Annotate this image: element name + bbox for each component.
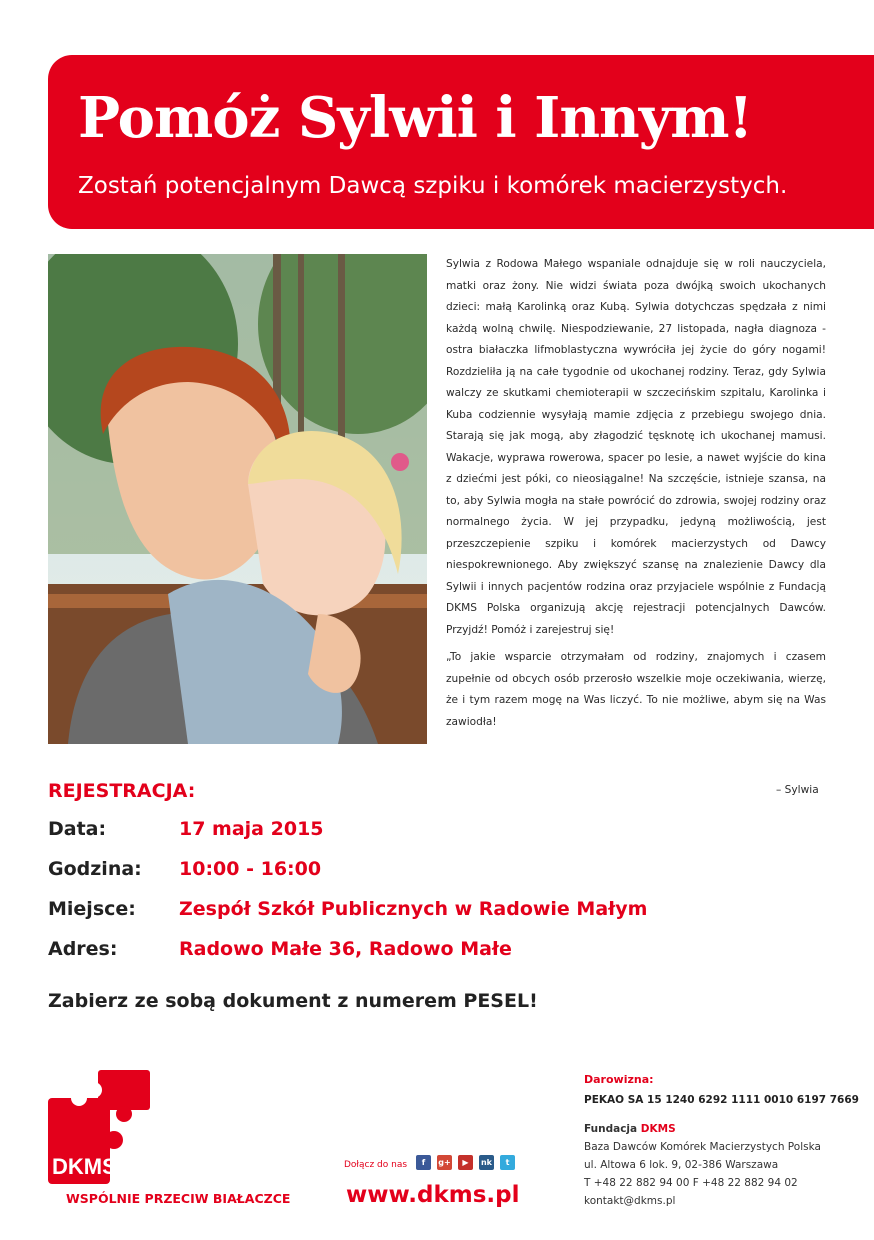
row-label: Data: xyxy=(48,818,107,840)
story-text xyxy=(446,254,826,796)
foundation-email[interactable]: kontakt@dkms.pl xyxy=(584,1195,676,1207)
registration-title: REJESTRACJA: xyxy=(48,780,196,802)
row-value: Zespół Szkół Publicznych w Radowie Małym xyxy=(179,898,648,920)
registration-row-place xyxy=(48,898,647,920)
foundation-address: ul. Altowa 6 lok. 9, 02-386 Warszawa xyxy=(584,1159,779,1171)
row-label: Miejsce: xyxy=(48,898,136,920)
join-us-label: Dołącz do nas xyxy=(344,1160,408,1170)
row-value: 17 maja 2015 xyxy=(179,818,324,840)
row-label: Godzina: xyxy=(48,858,142,880)
google-plus-icon[interactable]: g+ xyxy=(437,1155,452,1170)
foundation-label: Fundacja xyxy=(584,1123,638,1135)
row-value: 10:00 - 16:00 xyxy=(179,858,322,880)
registration-row-address xyxy=(48,938,512,960)
svg-text:DKMS: DKMS xyxy=(52,1154,117,1179)
row-value: Radowo Małe 36, Radowo Małe xyxy=(179,938,512,960)
page-title: Pomóż Sylwii i Innym! xyxy=(78,85,753,151)
family-photo xyxy=(48,254,427,744)
header-banner xyxy=(48,55,874,229)
foundation-contact xyxy=(584,1120,821,1210)
twitter-icon[interactable]: t xyxy=(500,1155,515,1170)
story-body: Sylwia z Rodowa Małego wspaniale odnajduje się w roli nauczyciela, matki oraz żony. Nie widzi świata poza dwójką swoich ukochanych dzieci: małą Karolinką oraz Kubą. Sylwia dotychczas spędzała z nimi każdą wolną chwilę. Niespodziewanie, 27 listopada, nagła diagnoza - ostra białaczka lifmoblastyczna wywróciła jej życie do góry nogami! Rozdzieliła ją na całe tygodnie od ukochanej rodziny. Teraz, gdy Sylwia walczy ze skutkami chemioterapii w szczecińskim szpitalu, Karolinka i Kuba codziennie wysyłają mamie zdjęcia z przebiegu swojego dnia. Starają się jak mogą, aby złagodzić tęsknotę ich ukochanej mamusi. Wakacje, wyprawa rowerowa, spacer po lesie, a nawet wyjście do kina z dziećmi jest póki, co nieosiągalne! Na szczęście, istnieje szansa, na to, aby Sylwia mogła na stałe powrócić do zdrowia, swojej rodziny oraz normalnego życia. W jej przypadku, jedyną możliwością, jest przeszczepienie szpiku i komórek macierzystych od Dawcy niespokrewnionego. Aby zwiększyć szansę na znalezienie Dawcy dla Sylwii i innych pacjentów rodzina oraz przyjaciele wspólnie z Fundacją DKMS Polska organizują akcję rejestracji potencjalnych Dawców. Przyjdź! Pomóż i zarejestruj się! xyxy=(446,258,826,636)
registration-row-time xyxy=(48,858,321,880)
website-link[interactable]: www.dkms.pl xyxy=(346,1182,520,1208)
nk-icon[interactable]: nk xyxy=(479,1155,494,1170)
youtube-icon[interactable]: ▶ xyxy=(458,1155,473,1170)
page-subtitle: Zostań potencjalnym Dawcą szpiku i komórek macierzystych. xyxy=(78,173,788,199)
foundation-name: DKMS xyxy=(640,1123,676,1135)
story-signature: – Sylwia xyxy=(776,784,819,796)
logo-tagline: WSPÓLNIE PRZECIW BIAŁACZCE xyxy=(66,1191,291,1206)
story-quote: „To jakie wsparcie otrzymałam od rodziny, znajomych i czasem zupełnie od obcych osób przerosło wszelkie moje oczekiwania, wierzę, że i tym razem mogę na Was liczyć. To nie możliwe, abym się na Was zawiodła! xyxy=(446,651,826,728)
registration-row-date xyxy=(48,818,324,840)
foundation-line: Baza Dawców Komórek Macierzystych Polska xyxy=(584,1141,821,1153)
dkms-logo xyxy=(48,1070,158,1185)
pesel-note: Zabierz ze sobą dokument z numerem PESEL! xyxy=(48,990,538,1012)
bank-account: PEKAO SA 15 1240 6292 1111 0010 6197 7669 xyxy=(584,1094,859,1106)
foundation-phone: T +48 22 882 94 00 F +48 22 882 94 02 xyxy=(584,1177,798,1189)
facebook-icon[interactable]: f xyxy=(416,1155,431,1170)
donation-title: Darowizna: xyxy=(584,1073,654,1086)
row-label: Adres: xyxy=(48,938,118,960)
